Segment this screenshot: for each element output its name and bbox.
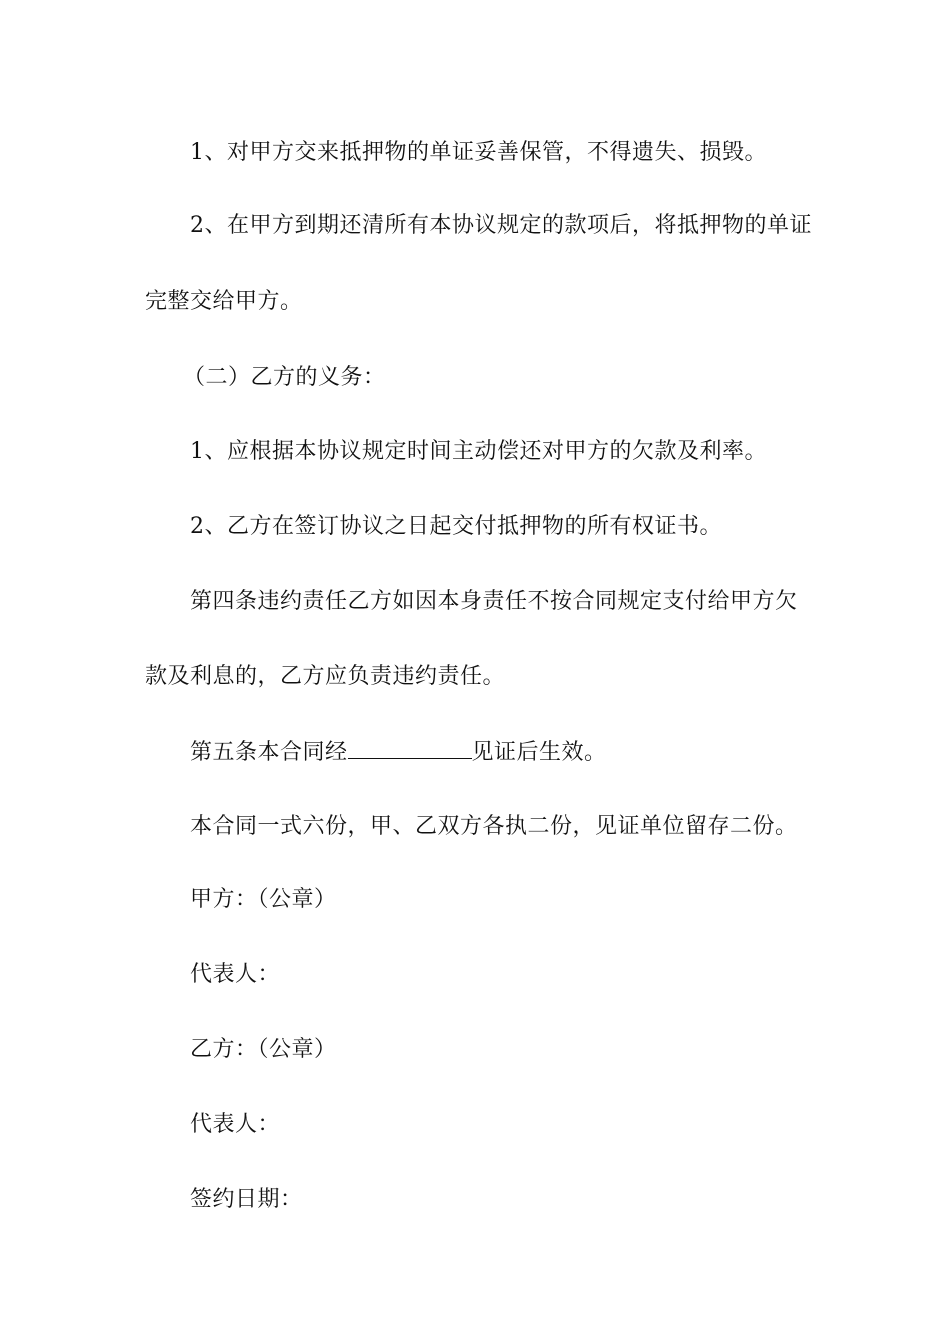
party-a-seal: 甲方：（公章） — [190, 887, 337, 912]
article-five-prefix: 第五条本合同经 — [190, 740, 348, 765]
clause-line-2-cont: 完整交给甲方。 — [145, 289, 303, 314]
copies-line: 本合同一式六份，甲、乙双方各执二份，见证单位留存二份。 — [190, 814, 798, 839]
article-four-cont: 款及利息的，乙方应负责违约责任。 — [145, 664, 506, 689]
clause-line-1: 1、对甲方交来抵押物的单证妥善保管，不得遗失、损毁。 — [190, 140, 767, 165]
clause-line-b1: 1、应根据本协议规定时间主动偿还对甲方的欠款及利率。 — [190, 439, 767, 464]
article-five-line — [190, 738, 607, 767]
party-b-seal: 乙方：（公章） — [190, 1037, 337, 1062]
witness-blank — [348, 738, 472, 759]
signing-date: 签约日期： — [190, 1187, 303, 1212]
clause-line-2: 2、在甲方到期还清所有本协议规定的款项后，将抵押物的单证 — [190, 213, 812, 238]
party-b-representative: 代表人： — [190, 1112, 281, 1137]
article-four-line: 第四条违约责任乙方如因本身责任不按合同规定支付给甲方欠 — [190, 589, 798, 614]
party-a-representative: 代表人： — [190, 962, 281, 987]
clause-line-b2: 2、乙方在签订协议之日起交付抵押物的所有权证书。 — [190, 514, 722, 539]
article-five-suffix: 见证后生效。 — [471, 740, 607, 765]
section-heading-party-b: （二）乙方的义务： — [183, 365, 386, 390]
